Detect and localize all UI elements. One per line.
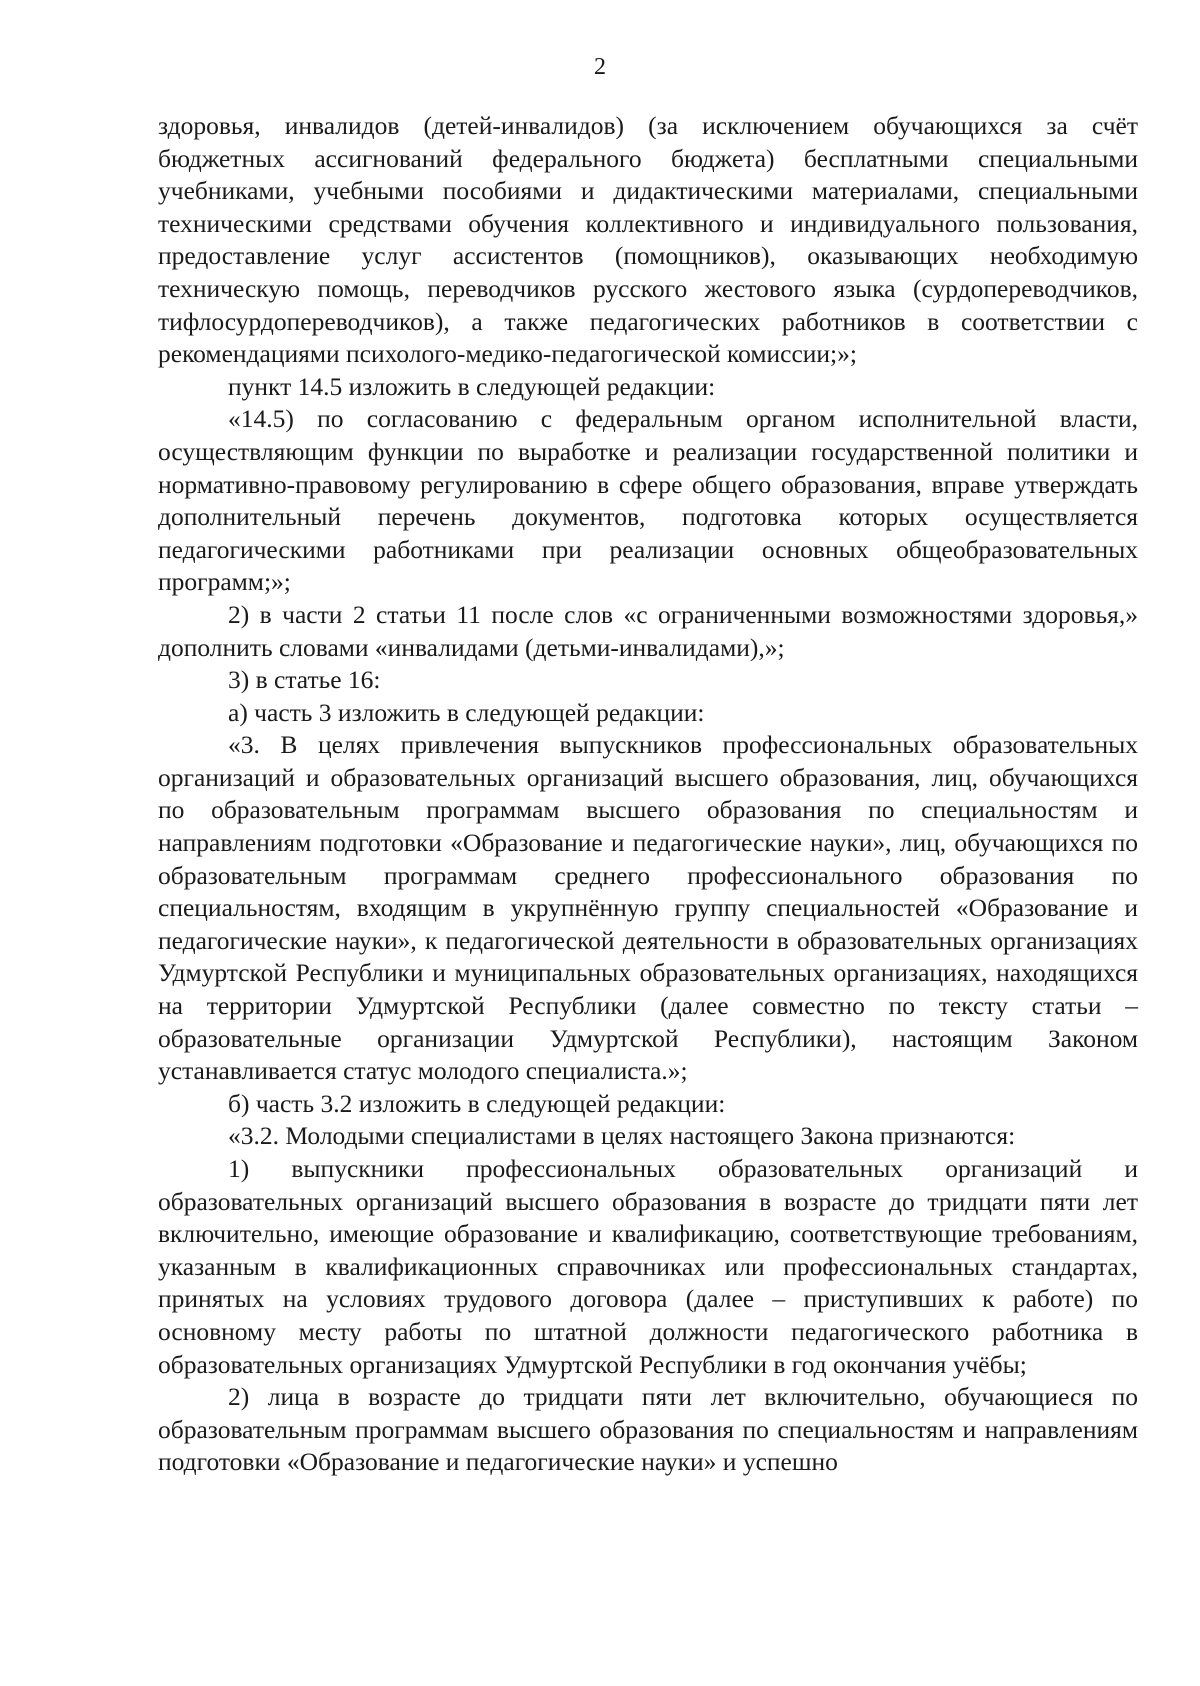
paragraph: «3.2. Молодыми специалистами в целях настоящего Закона признаются: [228,1121,1016,1151]
paragraph: 1) выпускники профессиональных образовательных организаций и образовательных организаций высшего образования в возрасте до тридцати пяти лет включительно, имеющие образование и квалификацию, соответствующие требованиям, указанным в квалификационных справочниках или профессиональных стандартах, принятых на условиях трудового договора (далее – приступивших к работе) по основному месту работы по штатной должности педагогического работника в образовательных организациях Удмуртской Республики в год окончания учёбы; [158,1154,1138,1379]
paragraph: б) часть 3.2 изложить в следующей редакции: [228,1088,726,1118]
paragraph: 2) лица в возрасте до тридцати пяти лет включительно, обучающиеся по образовательным программам высшего образования по специальностям и направлениям подготовки «Образование и педагогические науки» и успешно [158,1382,1138,1477]
paragraph: а) часть 3 изложить в следующей редакции: [228,697,705,727]
page-number: 2 [594,54,606,80]
document-body [158,110,1138,1479]
paragraph: «14.5) по согласованию с федеральным органом исполнительной власти, осуществляющим функции по выработке и реализации государственной политики и нормативно-правовому регулированию в сфере общего образования, вправе утверждать дополнительный перечень документов, подготовка которых осуществляется педагогическими работниками при реализации основных общеобразовательных программ;»; [158,404,1138,597]
paragraph: 3) в статье 16: [228,665,381,695]
paragraph-continuation: здоровья, инвалидов (детей-инвалидов) (за исключением обучающихся за счёт бюджетных ассигнований федерального бюджета) бесплатными специальными учебниками, учебными пособиями и дидактическими материалами, специальными техническими средствами обучения коллективного и индивидуального пользования, предоставление услуг ассистентов (помощников), оказывающих необходимую техническую помощь, переводчиков русского жестового языка (сурдопереводчиков, тифлосурдопереводчиков), а также педагогических работников в соответствии с рекомендациями психолого-медико-педагогической комиссии;»; [158,111,1138,369]
paragraph: пункт 14.5 изложить в следующей редакции: [228,371,716,401]
paragraph: «3. В целях привлечения выпускников профессиональных образовательных организаций и образовательных организаций высшего образования, лиц, обучающихся по образовательным программам высшего образования по специальностям и направлениям подготовки «Образование и педагогические науки», лиц, обучающихся по образовательным программам среднего профессионального образования по специальностям, входящим в укрупнённую группу специальностей «Образование и педагогические науки», к педагогической деятельности в образовательных организациях Удмуртской Республики и муниципальных образовательных организациях, находящихся на территории Удмуртской Республики (далее совместно по тексту статьи – образовательные организации Удмуртской Республики), настоящим Законом устанавливается статус молодого специалиста.»; [158,730,1138,1086]
paragraph: 2) в части 2 статьи 11 после слов «с ограниченными возможностями здоровья,» дополнить словами «инвалидами (детьми-инвалидами),»; [158,599,1138,662]
